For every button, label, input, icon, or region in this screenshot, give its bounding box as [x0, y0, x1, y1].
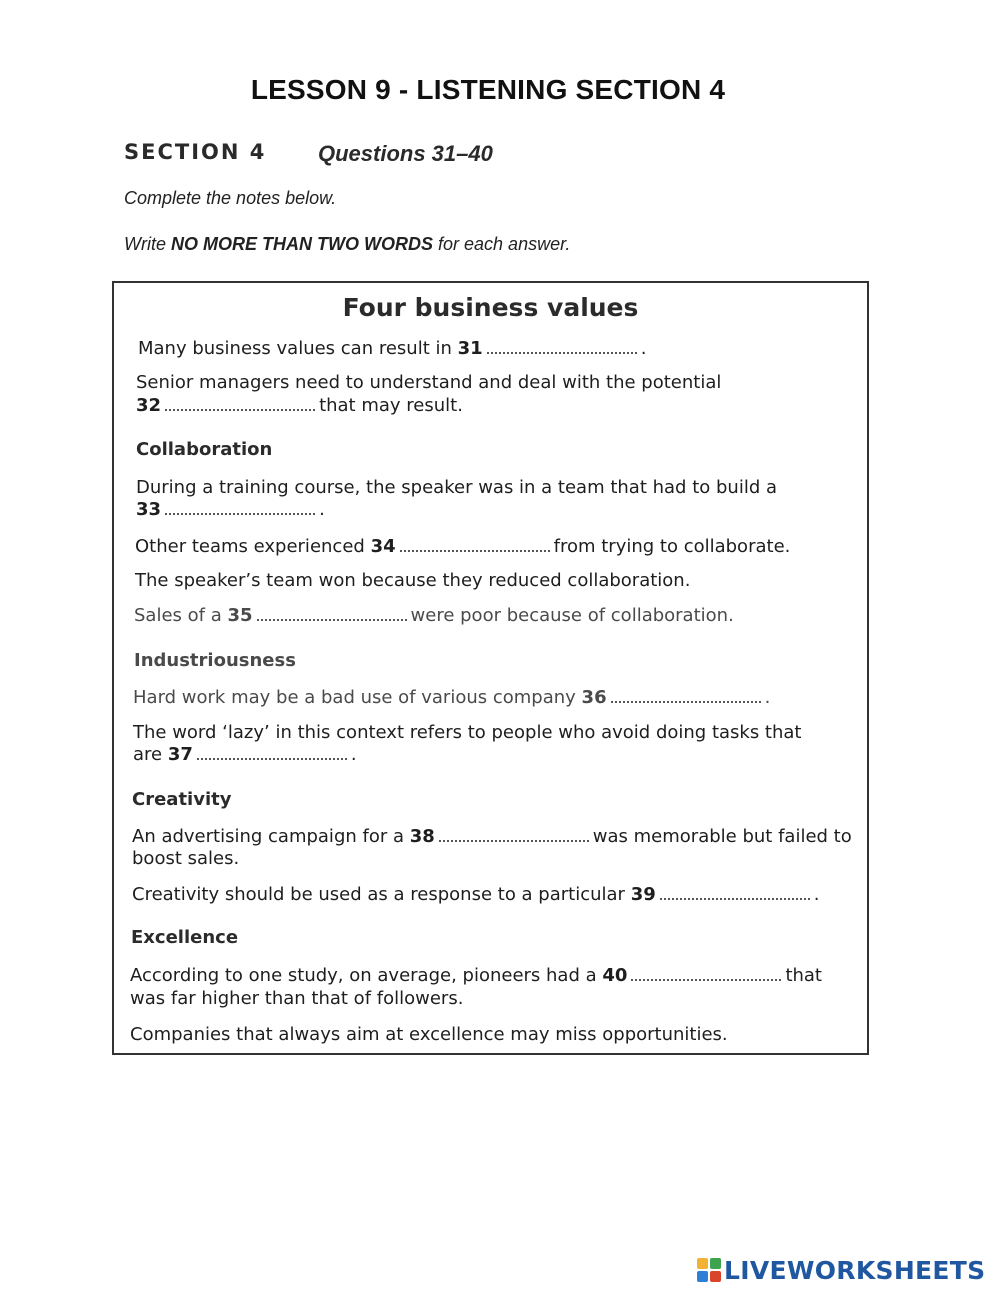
liveworksheets-brand	[697, 1256, 985, 1284]
answer-blank-39[interactable]	[660, 884, 810, 900]
answer-blank-34[interactable]	[400, 536, 550, 552]
question-32-text: Senior managers need to understand and deal with the potential	[136, 372, 722, 393]
section-label: SECTION 4	[124, 140, 267, 164]
page-title: LESSON 9 - LISTENING SECTION 4	[250, 74, 726, 105]
liveworksheets-logo-icon	[697, 1258, 721, 1282]
heading-creativity: Creativity	[132, 789, 232, 810]
answer-blank-36[interactable]	[611, 687, 761, 703]
notes-title: Four business values	[342, 293, 639, 322]
heading-collaboration: Collaboration	[136, 439, 273, 460]
answer-blank-35[interactable]	[257, 605, 407, 621]
question-38: An advertising campaign for a 38 was memorable but failed to	[132, 826, 852, 847]
question-number: 39	[630, 884, 656, 905]
question-number: 38	[409, 826, 435, 847]
answer-blank-37[interactable]	[197, 744, 347, 760]
question-37-text: The word ‘lazy’ in this context refers to people who avoid doing tasks that	[133, 722, 802, 743]
section-header	[124, 140, 493, 170]
question-number: 35	[227, 605, 253, 626]
collaboration-statement: The speaker’s team won because they reduced collaboration.	[135, 570, 691, 591]
question-33-text: During a training course, the speaker was in a team that had to build a	[136, 477, 778, 498]
answer-blank-38[interactable]	[439, 826, 589, 842]
question-number: 40	[602, 965, 628, 986]
question-number: 37	[167, 744, 193, 765]
question-32: 32 that may result.	[136, 395, 463, 416]
answer-blank-40[interactable]	[631, 965, 781, 981]
notes-box	[112, 281, 869, 1055]
instruction-complete: Complete the notes below.	[124, 188, 337, 208]
question-38-continuation: boost sales.	[132, 848, 240, 869]
question-33: 33 .	[136, 499, 325, 520]
answer-blank-32[interactable]	[165, 395, 315, 411]
question-39: Creativity should be used as a response to a particular 39 .	[132, 884, 820, 905]
question-number: 32	[136, 395, 162, 416]
questions-range: Questions 31–40	[318, 141, 493, 166]
excellence-statement: Companies that always aim at excellence may miss opportunities.	[130, 1024, 728, 1045]
question-35: Sales of a 35 were poor because of collaboration.	[134, 605, 734, 626]
question-31: Many business values can result in 31 .	[138, 338, 647, 359]
question-34: Other teams experienced 34 from trying to collaborate.	[135, 536, 791, 557]
heading-industriousness: Industriousness	[134, 650, 296, 671]
question-37: are 37 .	[133, 744, 357, 765]
brand-name: LIVEWORKSHEETS	[724, 1255, 986, 1285]
question-number: 31	[457, 338, 483, 359]
logo-square	[710, 1271, 721, 1282]
question-number: 36	[581, 687, 607, 708]
logo-square	[697, 1271, 708, 1282]
instruction-word-limit: Write NO MORE THAN TWO WORDS for each answer.	[124, 234, 571, 254]
logo-square	[710, 1258, 721, 1269]
answer-blank-33[interactable]	[165, 499, 315, 515]
question-number: 34	[370, 536, 396, 557]
answer-blank-31[interactable]	[487, 338, 637, 354]
heading-excellence: Excellence	[131, 927, 239, 948]
question-40-continuation: was far higher than that of followers.	[130, 988, 464, 1009]
word-limit-emphasis: NO MORE THAN TWO WORDS	[171, 234, 433, 254]
question-number: 33	[136, 499, 162, 520]
question-40: According to one study, on average, pioneers had a 40 that	[130, 965, 822, 986]
logo-square	[697, 1258, 708, 1269]
question-36: Hard work may be a bad use of various company 36 .	[133, 687, 771, 708]
